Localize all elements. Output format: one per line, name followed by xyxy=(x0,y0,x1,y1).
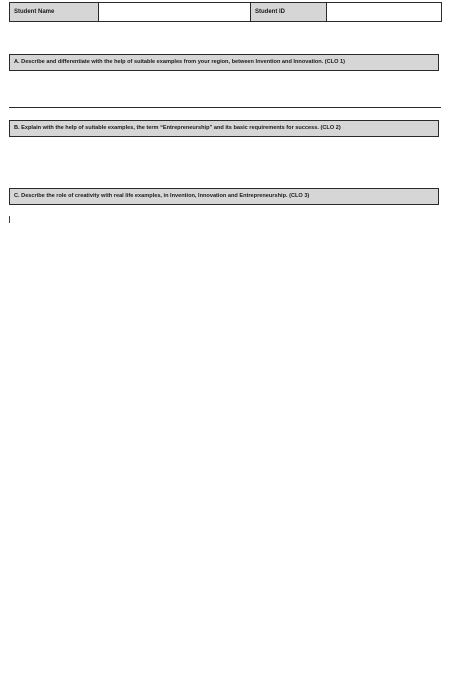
answer-c-area[interactable] xyxy=(9,206,439,686)
question-b-prompt: B. Explain with the help of suitable examples, the term “Entrepreneurship” and its basic requirements for success. (CLO 2) xyxy=(9,120,439,137)
question-c-prompt: C. Describe the role of creativity with real life examples, in Invention, Innovation and Entrepreneurship. (CLO 3) xyxy=(9,188,439,205)
student-name-field[interactable] xyxy=(99,3,251,22)
student-info-table xyxy=(9,2,442,22)
student-name-label: Student Name xyxy=(10,3,99,22)
section-divider xyxy=(9,107,441,108)
answer-b-area[interactable] xyxy=(9,138,439,186)
student-id-field[interactable] xyxy=(327,3,442,22)
text-cursor xyxy=(9,216,10,223)
answer-a-area[interactable] xyxy=(9,72,439,106)
student-id-label: Student ID xyxy=(251,3,327,22)
student-info-row xyxy=(10,3,442,22)
question-a-prompt: A. Describe and differentiate with the help of suitable examples from your region, between Invention and Innovation. (CLO 1) xyxy=(9,54,439,71)
